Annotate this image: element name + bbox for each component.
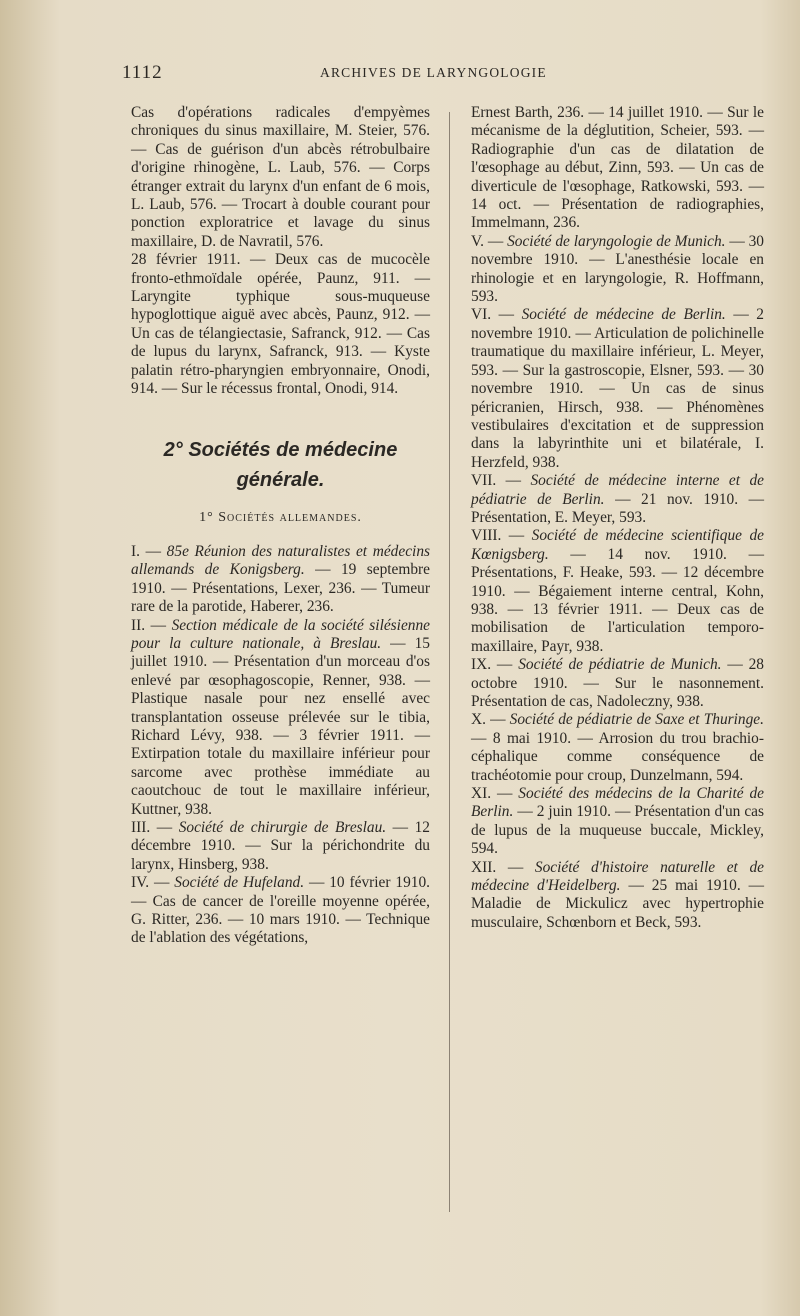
entry-number: I. — xyxy=(131,542,167,560)
society-name: Société de chirurgie de Breslau. xyxy=(178,819,387,836)
page-number: 1112 xyxy=(122,62,163,83)
entry-text: — 10 février 1910. — Cas de cancer de l'oreille moyenne opérée, G. Ritter, 236. — 10 mars 1910. — Technique de l'ablation des végétations, xyxy=(131,874,430,947)
society-entry xyxy=(471,785,764,859)
society-name: 85e Réunion des naturalistes et médecins allemands de Konigsberg. xyxy=(131,542,430,579)
society-name: Société de laryngologie de Munich. xyxy=(507,232,726,250)
entry-text: — 28 octobre 1910. — Sur le nasonnement. Présentation de cas, Nadoleczny, 938. xyxy=(471,656,764,710)
entry-number: X. — xyxy=(471,711,510,729)
entry-number: XII. — xyxy=(471,858,535,876)
society-name: Société de médecine interne et de pédiatrie de Berlin. xyxy=(471,472,764,508)
column-divider xyxy=(449,112,450,1212)
society-name: Société des médecins de la Charité de Berlin. xyxy=(471,785,764,821)
left-column xyxy=(131,104,430,948)
society-entry xyxy=(131,874,430,948)
society-name: Société de pédiatrie de Saxe et Thuringe. xyxy=(509,711,764,729)
society-name: Société de Hufeland. xyxy=(174,874,305,892)
running-head: ARCHIVES DE LARYNGOLOGIE xyxy=(320,65,547,80)
entry-number: III. — xyxy=(131,819,179,836)
paragraph: Cas d'opérations radicales d'empyèmes chroniques du sinus maxillaire, M. Steier, 576. — Cas de guérison d'un abcès rétrobulbaire d'origine rhinogène, L. Laub, 576. — Corps étranger extrait du larynx d'un enfant de 6 mois, L. Laub, 576. — Trocart à double courant pour ponction exploratrice et lavage du sinus maxillaire, D. de Navratil, 576. xyxy=(131,104,430,250)
society-name: Société de médecine de Berlin. xyxy=(521,306,726,324)
society-entry xyxy=(131,543,430,617)
society-name: Société de pédiatrie de Munich. xyxy=(518,656,722,674)
entry-number: VI. — xyxy=(471,306,522,324)
entry-text: — 8 mai 1910. — Arrosion du trou brachio-céphalique comme conséquence de trachéotomie pour croup, Dunzelmann, 594. xyxy=(471,729,764,784)
entry-number: V. — xyxy=(471,232,508,250)
entry-text: — 21 nov. 1910. — Présentation, E. Meyer, 593. xyxy=(471,490,764,526)
entry-text: — 14 nov. 1910. — Présentations, F. Heake, 593. — 12 décembre 1910. — Bégaiement interne central, Kohn, 938. — 13 février 1911. — Deux cas de mobilisation de l'articulation temporo-maxillaire, Payr, 938. xyxy=(471,545,764,655)
entry-number: II. — xyxy=(131,616,172,634)
society-entry xyxy=(471,711,764,785)
entry-text: — 15 juillet 1910. — Présentation d'un morceau d'os enlevé par œsophagoscopie, Renner, 938. — Plastique nasale pour nez ensellé avec transplantation osseuse prélevée sur le tibia, Richard Lévy, 938. — 3 février 1911. — Extirpation totale du maxillaire inférieur pour sarcome avec prothèse immédiate au caoutchouc de tout le maxillaire inférieur, Kuttner, 938. xyxy=(131,634,430,818)
entry-number: VII. — xyxy=(471,472,531,490)
paragraph: Ernest Barth, 236. — 14 juillet 1910. — Sur le mécanisme de la déglutition, Scheier, 593. — Radiographie d'un cas de dilatation de l'œsophage au début, Zinn, 593. — Un cas de diverticule de l'œsophage, Ratkowski, 593. — 14 oct. — Présentation de radiographies, Immelmann, 236. xyxy=(471,104,764,232)
society-entry xyxy=(131,819,430,874)
society-entry xyxy=(471,233,764,307)
entry-text: — 19 septembre 1910. — Présentations, Lexer, 236. — Tumeur rare de la parotide, Haberer, 236. xyxy=(131,561,430,616)
society-entry xyxy=(471,306,764,472)
society-entry xyxy=(471,527,764,656)
right-column xyxy=(471,104,764,932)
subsection-title: 1° Sociétés allemandes. xyxy=(199,509,362,525)
entry-text: — 25 mai 1910. — Maladie de Mickulicz avec hypertrophie musculaire, Schœnborn et Beck, 593. xyxy=(471,877,765,931)
society-name: Société de médecine scientifique de Kœnigsberg. xyxy=(471,527,764,563)
entry-number: VIII. — xyxy=(471,527,532,545)
society-entry xyxy=(131,617,430,819)
paragraph: 28 février 1911. — Deux cas de mucocèle fronto-ethmoïdale opérée, Paunz, 911. — Laryngite typhique sous-muqueuse hypoglottique aiguë avec abcès, Paunz, 912. — Un cas de télangiectasie, Safranck, 912. — Cas de lupus du larynx, Safranck, 913. — Kyste palatin rétro-pharyngien embryonnaire, Onodi, 914. — Sur le récessus frontal, Onodi, 914. xyxy=(131,251,430,398)
entry-text: — 30 novembre 1910. — L'anesthésie locale en rhinologie et en laryngologie, R. Hoffmann, 593. xyxy=(471,232,764,306)
entry-text: — 2 novembre 1910. — Articulation de polichinelle traumatique du maxillaire inférieur, L. Meyer, 593. — Sur la gastroscopie, Elsner, 593. — 30 novembre 1910. — Un cas de sinus péricranien, Hirsch, 938. — Phénomènes vestibulaires d'excitation et de suppression dans la labyrinthite uni et bilatérale, I. Herzfeld, 938. xyxy=(471,306,764,471)
society-entry xyxy=(471,472,764,527)
society-name: Section médicale de la société silésienne pour la culture nationale, à Breslau. xyxy=(131,616,430,652)
society-entry xyxy=(471,656,764,711)
entry-text: — 2 juin 1910. — Présentation d'un cas de lupus de la muqueuse buccale, Mickley, 594. xyxy=(471,803,764,858)
society-name: Société d'histoire naturelle et de médecine d'Heidelberg. xyxy=(471,858,764,895)
entry-number: IX. — xyxy=(471,656,519,674)
section-title: 2° Sociétés de médecine générale. xyxy=(163,438,398,491)
entry-number: XI. — xyxy=(471,785,519,803)
entry-text: — 12 décembre 1910. — Sur la périchondrite du larynx, Hinsberg, 938. xyxy=(131,819,430,873)
entry-number: IV. — xyxy=(131,874,175,892)
page-header xyxy=(122,62,682,86)
society-entry xyxy=(471,859,764,933)
